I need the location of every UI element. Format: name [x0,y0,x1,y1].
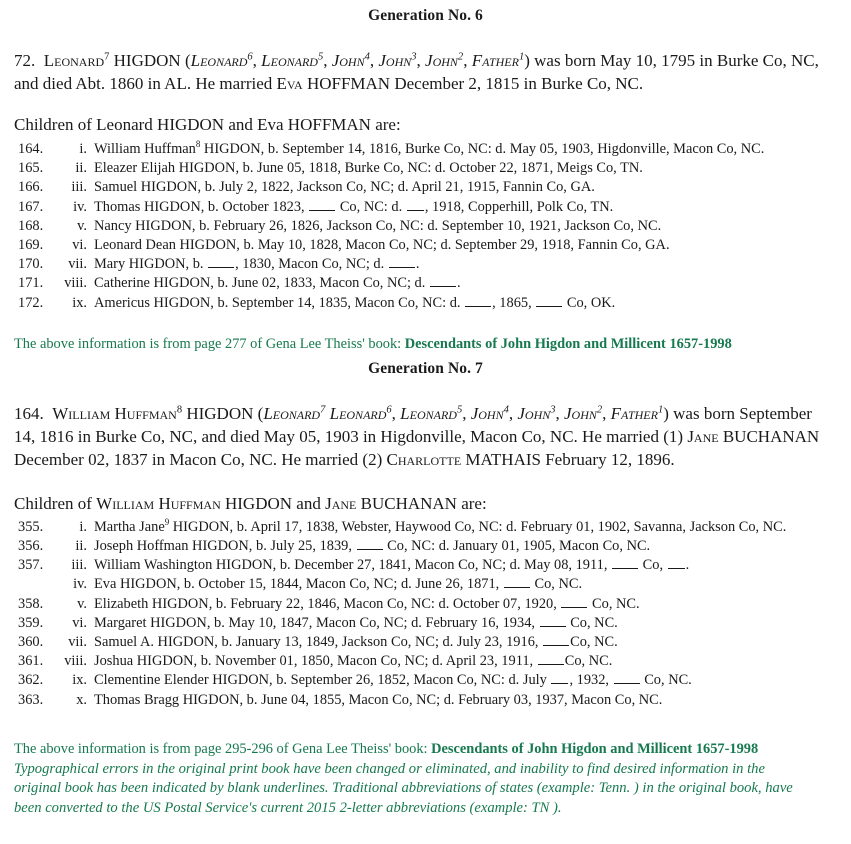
child-entry-row [14,595,837,614]
child-entry-row [14,575,837,594]
ancestor-name: Leonard$^5$ [400,403,463,423]
child-entry-number: 357. [18,557,44,574]
child-entry-roman-numeral: v. [77,217,87,234]
ancestor-generation-superscript: 6 [247,51,253,63]
source-book-title: Descendants of John Higdon and Millicent 1657-1998 [404,335,732,352]
spouse-2-surname: MATHAIS [461,449,541,469]
child-entry-row [14,236,837,255]
ancestor-generation-superscript: 2 [596,404,603,416]
generation-6-ancestry-list [191,51,525,70]
child-entry-roman-numeral: ii. [75,538,87,555]
children-heading-mid-2: BUCHANAN are: [356,493,487,513]
ancestor-separator: , [555,403,565,423]
child-entry-row [14,159,837,178]
ancestor-generation-superscript: 5 [456,404,463,416]
child-entry-details: Joseph Hoffman HIGDON, b. July 25, 1839, Co, NC: d. January 01, 1905, Macon Co, NC. [94,538,651,555]
person-text-after: was born May 10, 1795 in Burke Co, NC, and died Abt. 1860 in AL. He married [14,51,819,93]
child-entry-number: 363. [18,691,44,708]
child-entry-number: 172. [18,294,44,311]
ancestor-generation-superscript: 1 [657,404,664,416]
child-entry-roman-numeral: x. [76,691,87,708]
ancestor-name: John$^3$ [378,51,417,70]
child-entry-row [14,614,837,633]
spouse-surname: HOFFMAN [302,74,391,93]
child-entry-roman-numeral: ix. [72,672,87,689]
child-entry-roman-numeral: vii. [68,256,87,273]
ancestor-name: Father$^1$ [471,51,525,70]
child-entry-roman-numeral: v. [77,595,87,612]
child-entry-row [14,652,837,671]
ancestor-separator: , [323,51,332,70]
generation-7-children-list [14,515,837,710]
child-entry-roman-numeral: vi. [72,237,87,254]
child-entry-number: 166. [18,179,44,196]
ancestor-generation-superscript: 7 [320,404,326,416]
person-text-end: February 12, 1896. [540,449,675,469]
ancestor-generation-superscript: 5 [317,51,324,63]
child-entry-roman-numeral: vii. [68,634,87,651]
child-entry-roman-numeral: viii. [64,653,87,670]
person-number: 164. [14,403,44,423]
child-entry-roman-numeral: viii. [64,275,87,292]
generation-6-heading: Generation No. 6 [368,7,483,24]
child-entry-number: 361. [18,653,44,670]
child-entry-number: 358. [18,595,44,612]
child-entry-roman-numeral: iv. [73,198,87,215]
child-entry-details: William Washington HIGDON, b. December 27, 1841, Macon Co, NC; d. May 08, 1911, Co, . [94,557,690,574]
child-entry-roman-numeral: vi. [72,614,87,631]
child-entry-number: 355. [18,518,44,535]
person-surname: HIGDON [113,51,181,70]
child-entry-row [14,294,837,313]
child-entry-number: 169. [18,237,44,254]
child-entry-number: 356. [18,538,44,555]
child-entry-details: Joshua HIGDON, b. November 01, 1850, Macon Co, NC; d. April 23, 1911, Co, NC. [94,653,613,670]
person-text-end: December 2, 1815 in Burke Co, NC. [390,74,644,93]
person-generation-superscript: 7 [104,51,110,63]
child-entry-details: Mary HIGDON, b. , 1830, Macon Co, NC; d. . [94,256,420,273]
generation-7-children-heading [14,471,837,515]
source-note-prefix: The above information is from page 277 of Gena Lee Theiss' book: [14,335,405,352]
transcription-footer-note: Typographical errors in the original print book have been changed or eliminated, and inability to find desired information in the original book has been indicated by blank underlines. Traditional abbreviations of states (example: Tenn. ) in the original book, have been converted to the US Postal Service's current 2015 2-letter abbreviations (example: TN ). [14,760,793,816]
ancestor-generation-superscript: 2 [457,51,464,63]
child-entry-details: Nancy HIGDON, b. February 26, 1826, Jackson Co, NC: d. September 10, 1921, Jackson Co, NC. [94,217,662,234]
child-entry-number: 170. [18,256,44,273]
ancestor-name: John$^2$ [425,51,464,70]
ancestor-name: Leonard$^6$ [190,51,253,70]
child-entry-number: 165. [18,160,44,177]
child-entry-details: Eva HIGDON, b. October 15, 1844, Macon Co, NC; d. June 26, 1871, Co, NC. [94,576,583,593]
generation-6-children-heading: Children of Leonard HIGDON and Eva HOFFMAN are: [14,115,401,134]
child-entry-row [14,518,837,537]
ancestor-name: Leonard$^5$ [261,51,324,70]
child-entry-details: Thomas HIGDON, b. October 1823, Co, NC: d. , 1918, Copperhill, Polk Co, TN. [94,198,614,215]
child-entry-row [14,140,837,159]
child-entry-roman-numeral: ii. [75,160,87,177]
generation-6-person-paragraph [14,25,837,95]
child-entry-details: Samuel HIGDON, b. July 2, 1822, Jackson Co, NC; d. April 21, 1915, Fannin Co, GA. [94,179,595,196]
ancestor-generation-superscript: 3 [550,404,556,416]
child-entry-roman-numeral: i. [79,518,87,535]
child-entry-number: 360. [18,634,44,651]
ancestor-generation-superscript: 4 [364,51,370,63]
ancestry-open-paren: ( [257,403,264,423]
child-entry-details: Thomas Bragg HIGDON, b. June 04, 1855, Macon Co, NC; d. February 03, 1937, Macon Co, NC. [94,691,663,708]
child-entry-row [14,255,837,274]
child-entry-details: Martha Jane$^9$ HIGDON, b. April 17, 1838, Webster, Haywood Co, NC: d. February 01, 1902, Savanna, Jackson Co, NC. [94,517,787,535]
child-entry-roman-numeral: iii. [71,179,87,196]
child-entry-row [14,198,837,217]
child-entry-details: Catherine HIGDON, b. June 02, 1833, Macon Co, NC; d. . [94,275,461,292]
child-entry-details: Clementine Elender HIGDON, b. September 26, 1852, Macon Co, NC: d. July , 1932, Co, NC. [94,672,692,689]
ancestor-generation-superscript: 6 [386,404,392,416]
child-entry-details: William Huffman$^8$ HIGDON, b. September 14, 1816, Burke Co, NC: d. May 05, 1903, Higdonville, Macon Co, NC. [94,139,765,157]
ancestor-separator: , [508,403,518,423]
ancestry-open-paren: ( [184,51,191,70]
ancestor-separator: , [602,403,611,423]
child-entry-number: 171. [18,275,44,292]
child-entry-row [14,217,837,236]
spouse-1-given-name: Jane [687,426,719,446]
child-entry-number: 359. [18,614,44,631]
ancestor-generation-superscript: 4 [503,404,509,416]
child-entry-details: Americus HIGDON, b. September 14, 1835, Macon Co, NC: d. , 1865, Co, OK. [94,294,616,311]
ancestor-separator: , [416,51,426,70]
child-entry-number: 168. [18,217,44,234]
ancestry-close-paren: ) [663,403,669,423]
child-entry-roman-numeral: ix. [72,294,87,311]
child-entry-row [14,537,837,556]
person-text-mid: December 02, 1837 in Macon Co, NC. He married (2) [14,449,387,469]
children-heading-father-name: William Huffman [96,493,221,513]
child-entry-row [14,274,837,293]
child-entry-row [14,691,837,710]
ancestor-separator: , [369,51,379,70]
child-entry-number: 362. [18,672,44,689]
ancestor-name: Father$^1$ [610,403,664,423]
child-entry-roman-numeral: iii. [71,557,87,574]
generation-7-person-paragraph [14,378,837,471]
ancestor-generation-superscript: 1 [518,51,525,63]
child-entry-details: Samuel A. HIGDON, b. January 13, 1849, Jackson Co, NC; d. July 23, 1916, Co, NC. [94,634,618,651]
children-heading-mid-1: HIGDON and [220,493,326,513]
child-entry-number: 167. [18,198,44,215]
children-heading-mother-name: Jane [325,493,357,513]
ancestor-name: John$^4$ [331,51,370,70]
child-entry-number: 164. [18,141,44,157]
ancestor-separator: , [252,51,262,70]
spouse-given-name: Eva [276,74,303,93]
generation-7-ancestry-list [263,404,663,423]
person-text-after: was born September 14, 1816 in Burke Co, NC, and died May 05, 1903 in Higdonville, Macon Co, NC. He married (1) [14,403,812,446]
ancestor-name: John$^2$ [564,403,603,423]
child-entry-row [14,556,837,575]
ancestor-separator [325,404,329,423]
source-book-title: Descendants of John Higdon and Millicent 1657-1998 [431,740,759,757]
child-entry-row [14,671,837,690]
generation-7-source-note [14,710,837,759]
ancestry-close-paren: ) [524,51,530,70]
child-entry-details: Margaret HIGDON, b. May 10, 1847, Macon Co, NC; d. February 16, 1934, Co, NC. [94,614,618,631]
child-entry-row [14,178,837,197]
source-note-prefix: The above information is from page 295-296 of Gena Lee Theiss' book: [14,740,432,757]
child-entry-details: Eleazer Elijah HIGDON, b. June 05, 1818, Burke Co, NC: d. October 22, 1871, Meigs Co, TN. [94,160,643,177]
ancestor-name: John$^3$ [517,403,556,423]
generation-6-children-list [14,136,837,313]
person-surname: HIGDON [186,403,254,423]
ancestor-separator: , [391,403,401,423]
child-entry-roman-numeral: i. [79,141,87,157]
ancestor-generation-superscript: 3 [411,51,417,63]
ancestor-name: Leonard$^7$ [263,403,326,423]
ancestor-separator: , [463,51,472,70]
children-heading-prefix: Children of [14,493,97,513]
child-entry-details: Leonard Dean HIGDON, b. May 10, 1828, Macon Co, NC; d. September 29, 1918, Fannin Co, GA. [94,237,670,254]
person-given-name: Leonard [43,51,105,70]
ancestor-name: John$^4$ [470,403,509,423]
child-entry-details: Elizabeth HIGDON, b. February 22, 1846, Macon Co, NC: d. October 07, 1920, Co, NC. [94,595,640,612]
person-given-name: William Huffman [52,403,177,423]
ancestor-separator: , [462,403,471,423]
child-entry-row [14,633,837,652]
child-entry-roman-numeral: iv. [73,576,87,593]
generation-7-heading: Generation No. 7 [368,359,483,377]
person-generation-superscript: 8 [176,404,183,416]
spouse-2-given-name: Charlotte [386,449,462,469]
person-number: 72. [14,51,36,70]
ancestor-name: Leonard$^6$ [329,403,392,423]
spouse-1-surname: BUCHANAN [718,426,820,446]
generation-6-source-note [14,313,837,354]
